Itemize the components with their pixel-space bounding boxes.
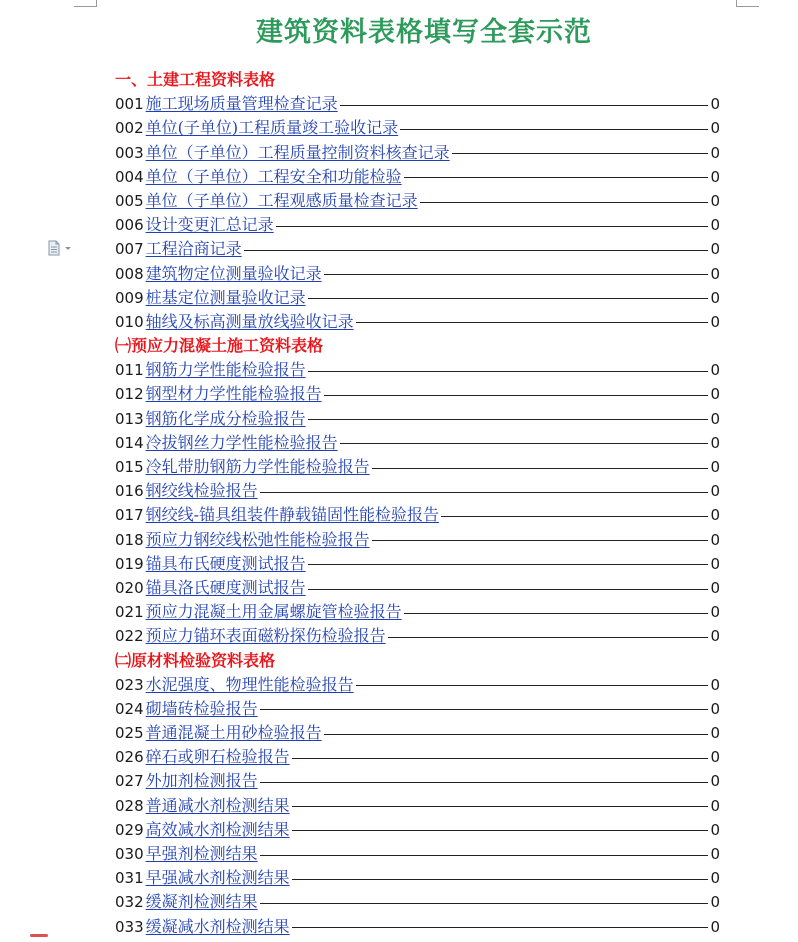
dot-leader xyxy=(356,322,709,323)
toc-entry xyxy=(115,382,720,406)
page-number: 0 xyxy=(710,748,720,767)
entry-number: 016 xyxy=(115,482,144,501)
dot-leader xyxy=(260,492,709,493)
page-number: 0 xyxy=(710,240,720,259)
entry-link[interactable]: 工程洽商记录 xyxy=(145,239,242,259)
dot-leader xyxy=(324,734,709,735)
dot-leader xyxy=(308,419,709,420)
entry-link[interactable]: 碎石或卵石检验报告 xyxy=(145,747,290,767)
toc-entry xyxy=(115,213,720,237)
toc-entry xyxy=(115,890,720,914)
entry-number: 007 xyxy=(115,240,144,259)
entry-number: 025 xyxy=(115,724,144,743)
toc-entry xyxy=(115,721,720,745)
toc-entry xyxy=(115,407,720,431)
entry-number: 015 xyxy=(115,458,144,476)
page-number: 0 xyxy=(710,312,720,331)
page-number: 0 xyxy=(710,627,720,646)
toc-entry xyxy=(115,697,720,721)
entry-link[interactable]: 单位（子单位）工程质量控制资料核查记录 xyxy=(145,142,450,162)
entry-link[interactable]: 冷轧带肋钢筋力学性能检验报告 xyxy=(145,457,370,476)
toc-entry xyxy=(115,624,720,648)
section-heading: 一、土建工程资料表格 xyxy=(115,70,276,89)
entry-link[interactable]: 钢筋力学性能检验报告 xyxy=(145,360,306,380)
page-number: 0 xyxy=(710,409,720,428)
entry-number: 027 xyxy=(115,772,144,791)
toc-entry xyxy=(115,503,720,527)
entry-number: 008 xyxy=(115,264,144,283)
entry-number: 003 xyxy=(115,143,144,162)
entry-link[interactable]: 桩基定位测量验收记录 xyxy=(145,287,306,307)
entry-number: 001 xyxy=(115,95,144,114)
entry-link[interactable]: 钢型材力学性能检验报告 xyxy=(145,384,322,404)
dot-leader xyxy=(452,153,709,154)
page-number: 0 xyxy=(710,699,720,718)
toc-entry xyxy=(115,262,720,286)
entry-link[interactable]: 水泥强度、物理性能检验报告 xyxy=(145,674,354,694)
dot-leader xyxy=(372,540,709,541)
toc-entry xyxy=(115,116,720,140)
entry-number: 031 xyxy=(115,869,144,888)
page-number: 0 xyxy=(710,119,720,138)
dot-leader xyxy=(340,443,709,444)
entry-number: 023 xyxy=(115,675,144,694)
dot-leader xyxy=(260,903,709,904)
entry-link[interactable]: 普通减水剂检测结果 xyxy=(145,795,290,815)
entry-link[interactable]: 钢绞线检验报告 xyxy=(145,481,258,501)
entry-number: 014 xyxy=(115,433,144,452)
page-number: 0 xyxy=(710,458,720,476)
entry-number: 019 xyxy=(115,554,144,573)
page-number: 0 xyxy=(710,603,720,622)
entry-number: 009 xyxy=(115,288,144,307)
entry-number: 013 xyxy=(115,409,144,428)
dot-leader xyxy=(260,782,709,783)
dot-leader xyxy=(324,274,709,275)
page-number: 0 xyxy=(710,845,720,863)
page-number: 0 xyxy=(710,482,720,501)
page-number: 0 xyxy=(710,869,720,888)
entry-link[interactable]: 建筑物定位测量验收记录 xyxy=(145,263,322,283)
dot-leader xyxy=(404,177,709,178)
toc-entry xyxy=(115,141,720,165)
page-number: 0 xyxy=(710,796,720,815)
dot-leader xyxy=(260,855,709,856)
entry-link[interactable]: 单位（子单位）工程安全和功能检验 xyxy=(145,166,402,186)
page-number: 0 xyxy=(710,675,720,694)
entry-link[interactable]: 预应力钢绞线松弛性能检验报告 xyxy=(145,529,370,549)
toc-entry xyxy=(115,915,720,939)
dot-leader xyxy=(404,613,709,614)
entry-number: 032 xyxy=(115,893,144,912)
entry-number: 017 xyxy=(115,506,144,525)
entry-link[interactable]: 单位(子单位)工程质量竣工验收记录 xyxy=(145,118,399,138)
entry-number: 010 xyxy=(115,312,144,331)
toc-entry xyxy=(115,745,720,769)
toc-entry xyxy=(115,165,720,189)
entry-link[interactable]: 冷拔钢丝力学性能检验报告 xyxy=(145,432,338,452)
entry-link[interactable]: 施工现场质量管理检查记录 xyxy=(145,94,338,114)
toc-entry xyxy=(115,528,720,552)
entry-number: 021 xyxy=(115,603,144,622)
entry-link[interactable]: 设计变更汇总记录 xyxy=(145,215,274,235)
toc-entry xyxy=(115,358,720,382)
toc-entry xyxy=(115,189,720,213)
page-number: 0 xyxy=(710,893,720,912)
page-number: 0 xyxy=(710,554,720,573)
entry-number: 020 xyxy=(115,578,144,597)
page-number: 0 xyxy=(710,385,720,404)
entry-link[interactable]: 高效减水剂检测结果 xyxy=(145,819,290,839)
page-number: 0 xyxy=(710,578,720,597)
entry-number: 005 xyxy=(115,191,144,210)
entry-number: 033 xyxy=(115,917,144,936)
toc-entry xyxy=(115,600,720,624)
entry-link[interactable]: 缓凝剂检测结果 xyxy=(145,892,258,912)
dot-leader xyxy=(420,202,709,203)
entry-link[interactable]: 钢筋化学成分检验报告 xyxy=(145,408,306,428)
dot-leader xyxy=(340,105,709,106)
entry-number: 004 xyxy=(115,167,144,186)
dot-leader xyxy=(292,758,709,759)
entry-number: 026 xyxy=(115,748,144,767)
page-number: 0 xyxy=(710,506,720,525)
entry-number: 022 xyxy=(115,627,144,646)
page-number: 0 xyxy=(710,288,720,307)
dot-leader xyxy=(356,685,709,686)
dot-leader xyxy=(260,709,709,710)
toc-entry xyxy=(115,310,720,334)
entry-link[interactable]: 轴线及标高测量放线验收记录 xyxy=(145,311,354,331)
page-number: 0 xyxy=(710,216,720,235)
toc-entry xyxy=(115,769,720,793)
entry-link[interactable]: 砌墙砖检验报告 xyxy=(145,698,258,718)
dot-leader xyxy=(308,589,709,590)
toc-entry xyxy=(115,818,720,842)
entry-number: 018 xyxy=(115,530,144,549)
page-number: 0 xyxy=(710,917,720,936)
dot-leader xyxy=(400,129,708,130)
dot-leader xyxy=(244,250,709,251)
toc-entry xyxy=(115,842,720,866)
crop-mark-top-left xyxy=(74,0,97,7)
page-number: 0 xyxy=(710,143,720,162)
toc-entry xyxy=(115,286,720,310)
entry-link[interactable]: 锚具洛氏硬度测试报告 xyxy=(145,577,306,597)
section-heading: ㈡原材料检验资料表格 xyxy=(115,650,276,670)
dot-leader xyxy=(308,298,709,299)
dot-leader xyxy=(324,395,709,396)
dot-leader xyxy=(292,806,709,807)
entry-link[interactable]: 缓凝减水剂检测结果 xyxy=(145,916,290,936)
page-title: 建筑资料表格填写全套示范 xyxy=(256,17,592,48)
entry-link[interactable]: 预应力锚环表面磁粉探伤检验报告 xyxy=(145,626,386,646)
toc-entry xyxy=(115,673,720,697)
dot-leader xyxy=(308,371,709,372)
dot-leader xyxy=(308,564,709,565)
entry-number: 028 xyxy=(115,796,144,815)
entry-link[interactable]: 早强减水剂检测结果 xyxy=(145,868,290,888)
entry-link[interactable]: 普通混凝土用砂检验报告 xyxy=(145,723,322,743)
toc-entry xyxy=(115,237,720,261)
dot-leader xyxy=(292,927,709,928)
table-of-contents xyxy=(115,68,720,939)
toc-entry xyxy=(115,92,720,116)
page-number: 0 xyxy=(710,95,720,114)
entry-number: 002 xyxy=(115,119,144,138)
dot-leader xyxy=(276,226,709,227)
page-number: 0 xyxy=(710,772,720,791)
dot-leader xyxy=(441,516,708,517)
entry-number: 006 xyxy=(115,216,144,235)
toc-entry xyxy=(115,552,720,576)
entry-number: 024 xyxy=(115,699,144,718)
entry-number: 029 xyxy=(115,820,144,839)
entry-link[interactable]: 锚具布氏硬度测试报告 xyxy=(145,553,306,573)
entry-number: 012 xyxy=(115,385,144,404)
dot-leader xyxy=(388,637,709,638)
page-number: 0 xyxy=(710,167,720,186)
page-number: 0 xyxy=(710,530,720,549)
entry-number: 030 xyxy=(115,845,144,863)
toc-entry xyxy=(115,479,720,503)
toc-entry xyxy=(115,794,720,818)
page-number: 0 xyxy=(710,264,720,283)
page-number: 0 xyxy=(710,724,720,743)
page-number: 0 xyxy=(710,433,720,452)
dot-leader xyxy=(292,830,709,831)
toc-entry xyxy=(115,866,720,890)
page-number: 0 xyxy=(710,820,720,839)
section-heading: ㈠预应力混凝土施工资料表格 xyxy=(115,336,324,356)
entry-link[interactable]: 外加剂检测报告 xyxy=(145,771,258,791)
dot-leader xyxy=(292,879,709,880)
entry-link[interactable]: 单位（子单位）工程观感质量检查记录 xyxy=(145,190,418,210)
crop-mark-top-right xyxy=(736,0,759,7)
entry-link[interactable]: 钢绞线-锚具组装件静载锚固性能检验报告 xyxy=(145,505,440,525)
toc-entry xyxy=(115,431,720,455)
document-icon[interactable] xyxy=(46,240,76,256)
entry-link[interactable]: 预应力混凝土用金属螺旋管检验报告 xyxy=(145,602,402,622)
entry-number: 011 xyxy=(115,361,144,380)
toc-entry xyxy=(115,576,720,600)
entry-link[interactable]: 早强剂检测结果 xyxy=(145,844,258,863)
margin-mark xyxy=(30,934,48,937)
dot-leader xyxy=(372,468,709,469)
toc-entry xyxy=(115,455,720,479)
page-number: 0 xyxy=(710,191,720,210)
page-number: 0 xyxy=(710,361,720,380)
